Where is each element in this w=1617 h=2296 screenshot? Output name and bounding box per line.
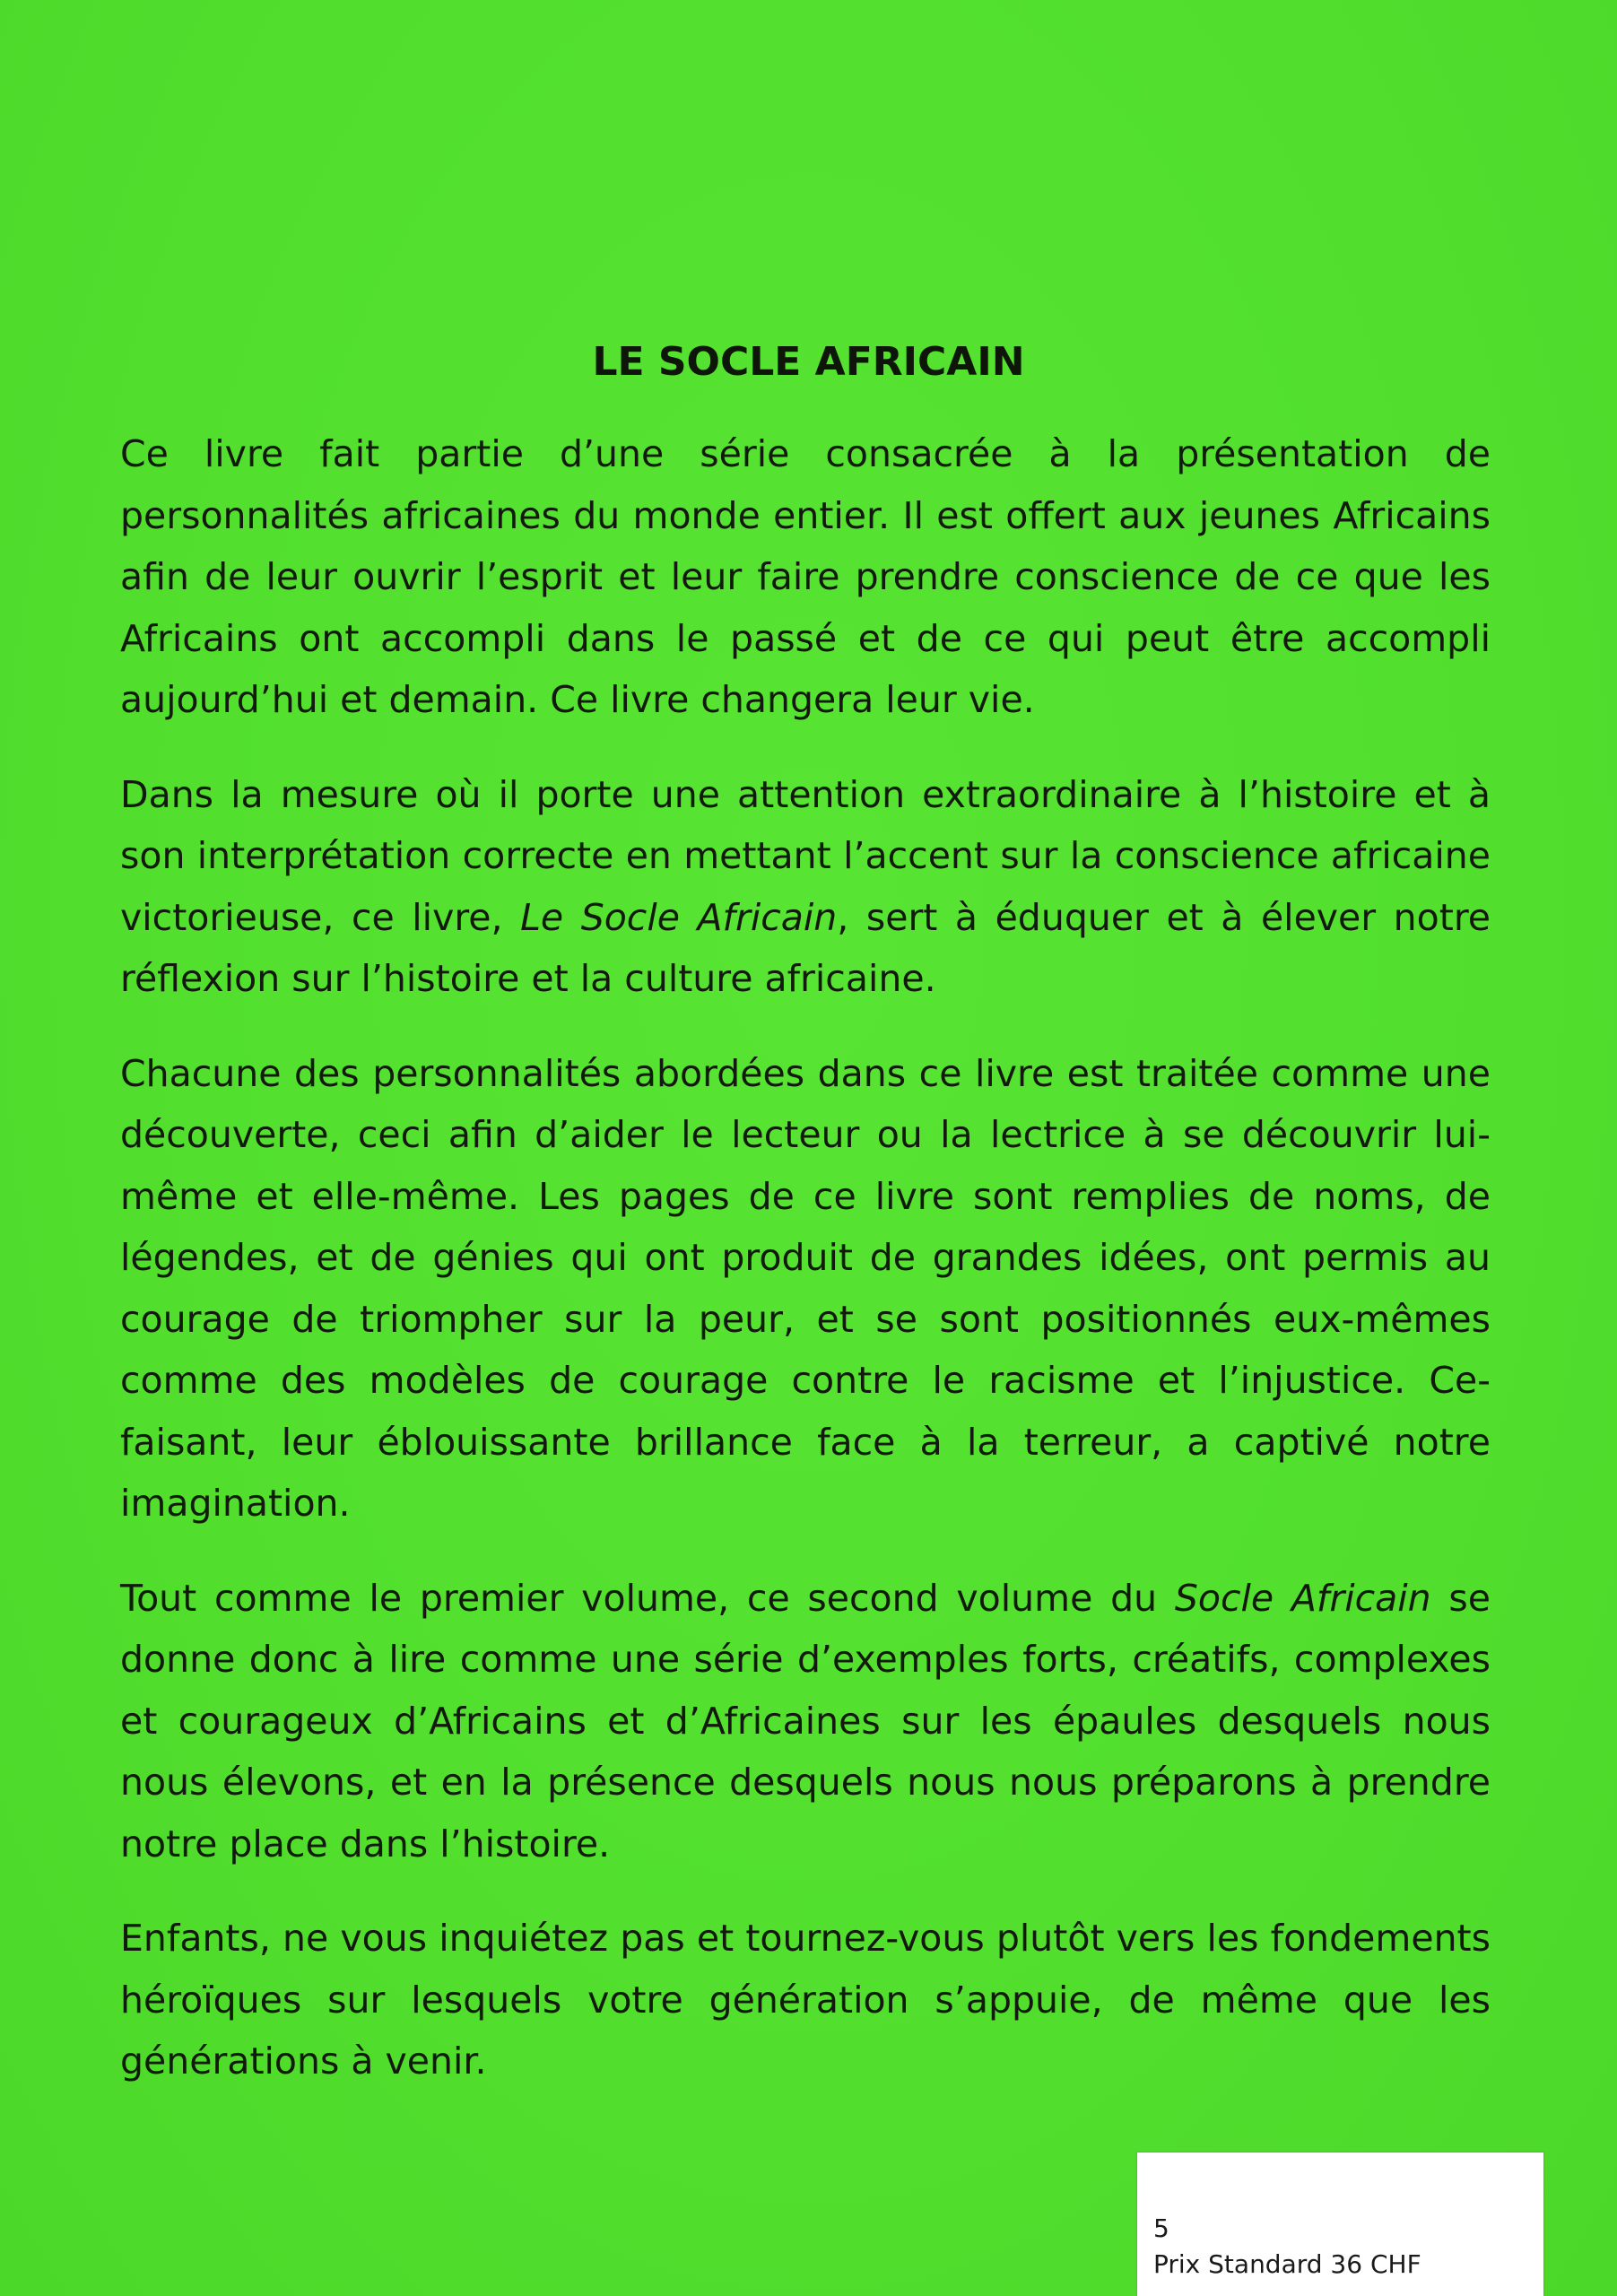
paragraph-2-after: , sert à éduquer et à élever notre réflexion sur l’histoire et la culture africaine.: [120, 895, 1491, 1000]
paragraph-4: [120, 1568, 1491, 1875]
paragraph-1: Ce livre fait partie d’une série consacrée à la présentation de personnalités africaines du monde entier. Il est offert aux jeunes Africains afin de leur ouvrir l’esprit et leur faire prendre conscience de ce que les Africains ont accompli dans le passé et de ce qui peut être accompli aujourd’hui et demain. Ce livre changera leur vie.: [120, 432, 1491, 721]
paragraph-3: Chacune des personnalités abordées dans ce livre est traitée comme une découverte, ceci afin d’aider le lecteur ou la lectrice à se découvrir lui-même et elle-même. Les pages de ce livre sont remplies de noms, de légendes, et de génies qui ont produit de grandes idées, ont permis au courage de triompher sur la peur, et se sont positionnés eux-mêmes comme des modèles de courage contre le racisme et l’injustice. Ce-faisant, leur éblouissante brillance face à la terreur, a captivé notre imagination.: [120, 1051, 1491, 1525]
paragraph-4-title: Socle Africain: [1174, 1576, 1431, 1620]
blurb-text: [120, 423, 1491, 2126]
paragraph-5: Enfants, ne vous inquiétez pas et tournez-vous plutôt vers les fondements héroïques sur lesquels votre génération s’appuie, de même que les générations à venir.: [120, 1917, 1491, 2083]
sticker-number: 5: [1153, 2213, 1169, 2243]
price-sticker: [1137, 2152, 1543, 2296]
paragraph-2: [120, 764, 1491, 1010]
paragraph-2-title: Le Socle Africain: [520, 895, 838, 939]
book-title: LE SOCLE AFRICAIN: [592, 339, 1025, 385]
paragraph-2-before: Dans la mesure où il porte une attention extraordinaire à l’histoire et à son interprétation correcte en mettant l’accent sur la conscience africaine victorieuse, ce livre,: [120, 772, 1491, 939]
paragraph-4-before: Tout comme le premier volume, ce second volume du: [120, 1576, 1175, 1620]
sticker-price: Prix Standard 36 CHF: [1153, 2249, 1421, 2279]
paragraph-4-after: se donne donc à lire comme une série d’exemples forts, créatifs, complexes et courageux d’Africains et d’Africaines sur les épaules desquels nous nous élevons, et en la présence desquels nous nous préparons à prendre notre place dans l’histoire.: [120, 1576, 1491, 1866]
